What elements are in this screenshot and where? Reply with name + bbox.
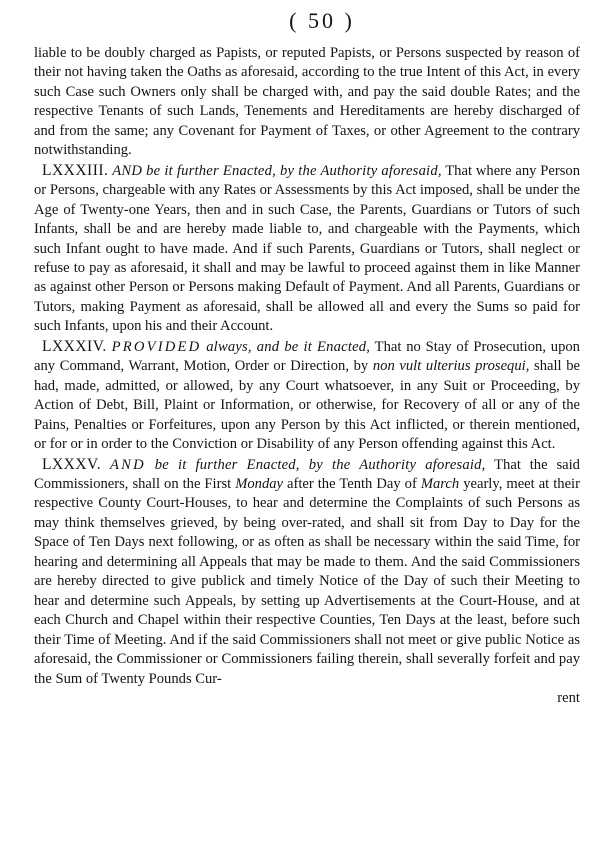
- section-84-text-a: That no Stay of Prosecution, upon any Command, Warrant, Motion, Order or Direction, by: [34, 338, 580, 375]
- section-85-text-c: yearly, meet at their respective County Court-Houses, to hear and determine the Complaints of such Persons as may think themselves grieved, by being over-rated, and shall sit from Day to Day for the Space of Ten Days next following, or as often as shall be necessary within the said Time, for hearing and determining all Appeals that may be made to them. And the said Commissioners are hereby directed to give publick and timely Notice of the Day of such their Meeting to hear and determine such Appeals, by setting up Advertisements at the Court-House, and at each Church and Chapel within their respective Counties, Ten Days at the least, before such their Time of Meeting. And if the said Commissioners shall not meet or give public Notice as aforesaid, the Commissioner or Commissioners failing therein, shall severally forfeit and pay the Sum of Twenty Pounds Cur-: [34, 475, 580, 687]
- body-text: [34, 44, 580, 689]
- section-83: [34, 161, 580, 337]
- section-84-provided: PROVIDED: [111, 338, 202, 355]
- intro-paragraph: liable to be doubly charged as Papists, or reputed Papists, or Persons suspected by reason of their not having taken the Oaths as aforesaid, according to the true Intent of this Act, in every such Case such Owners only shall be charged with, and pay the said double Rates; and the respective Tenants of such Lands, Tenements and Hereditaments are hereby discharged of and from the same; any Covenant for Payment of Taxes, or other Agreement to the contrary notwithstanding.: [34, 45, 580, 159]
- page-number: ( 50 ): [289, 8, 355, 33]
- section-84: [34, 337, 580, 455]
- catchword: rent: [557, 689, 580, 706]
- section-85: [34, 455, 580, 689]
- section-84-latin-phrase: non vult ulterius prosequi,: [372, 358, 530, 375]
- section-85-monday: Monday: [235, 475, 284, 492]
- section-85-text-a: That the said Commissioners, shall on the First: [34, 456, 580, 492]
- section-85-and: AND: [110, 456, 146, 473]
- section-83-enacting-clause: AND be it further Enacted, by the Authority aforesaid,: [112, 162, 442, 179]
- section-83-numeral: LXXXIII.: [42, 161, 109, 179]
- section-84-numeral: LXXXIV.: [42, 337, 107, 355]
- section-84-enacting-clause: always, and be it Enacted,: [206, 338, 371, 355]
- section-85-march: March: [420, 475, 460, 492]
- section-84-text-b: shall be had, made, admitted, or allowed, by any Court whatsoever, in any Suit or Proceeding, by Action of Debt, Bill, Plaint or Information, or otherwise, for Recovery of all or any of the Pains, Penalties or Forfeitures, upon any Person by this Act inflicted, or therein mentioned, or for or in order to the Conviction or Disability of any Person offending against this Act.: [34, 358, 580, 453]
- section-85-numeral: LXXXV.: [42, 455, 102, 473]
- section-85-enacting-clause: be it further Enacted, by the Authority aforesaid,: [154, 456, 486, 473]
- section-85-text-b: after the Tenth Day of: [287, 475, 417, 492]
- document-page: [0, 6, 600, 854]
- section-83-text: That where any Person or Persons, chargeable with any Rates or Assessments by this Act imposed, shall be under the Age of Twenty-one Years, then and in such Case, the Parents, Guardians or Tutors of such Infants, shall be and are hereby made liable to, and chargeable with the Payments, which such Infant ought to have made. And if such Parents, Guardians or Tutors, shall neglect or refuse to pay as aforesaid, it shall and may be lawful to proceed against them in like Manner as against other Person or Persons making Default of Payment. And all Parents, Guardians or Tutors, making Payment as aforesaid, shall be allowed all and every the Sums so paid for such Infants, upon his and their Account.: [34, 162, 581, 335]
